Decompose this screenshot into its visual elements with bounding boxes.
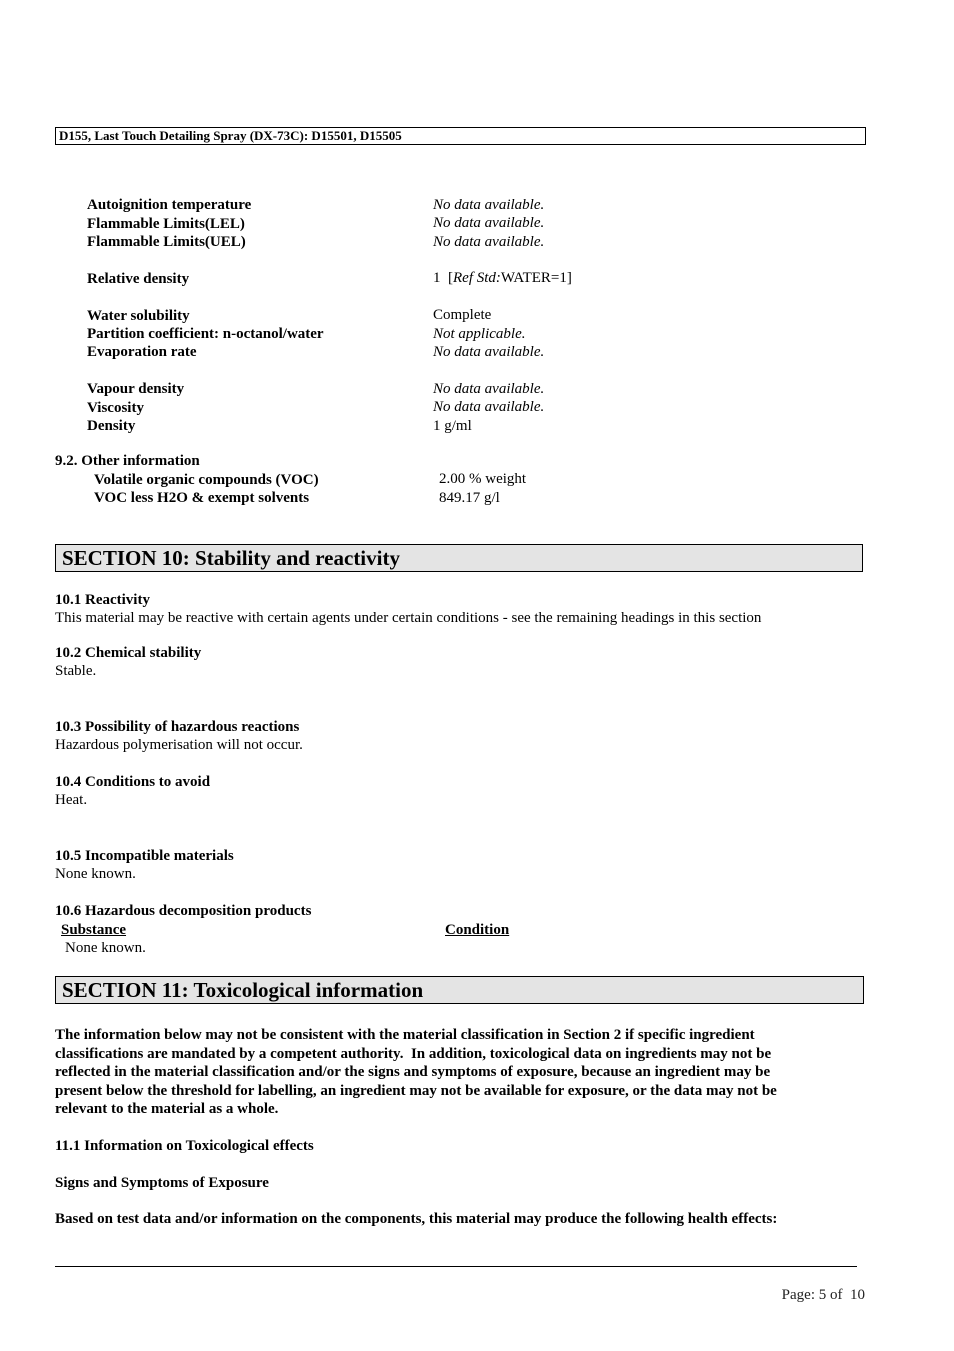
property-label-evaporation-rate: Evaporation rate bbox=[87, 344, 197, 360]
decomposition-col-substance: Substance bbox=[61, 922, 127, 938]
voc-label: Volatile organic compounds (VOC) bbox=[94, 472, 319, 488]
intro-line: relevant to the material as a whole. bbox=[55, 1101, 279, 1117]
property-value-vapour-density: No data available. bbox=[433, 381, 545, 397]
toxicology-intro-paragraph bbox=[55, 1026, 855, 1119]
incompatible-materials-heading: 10.5 Incompatible materials bbox=[55, 848, 234, 864]
toxicological-effects-heading: 11.1 Information on Toxicological effects bbox=[55, 1138, 314, 1154]
reactivity-text: This material may be reactive with certain agents under certain conditions - see the remaining headings in this section bbox=[55, 610, 762, 626]
property-value-uel: No data available. bbox=[433, 234, 545, 250]
conditions-to-avoid-heading: 10.4 Conditions to avoid bbox=[55, 774, 211, 790]
other-information-heading: 9.2. Other information bbox=[55, 453, 200, 469]
property-value-lel: No data available. bbox=[433, 215, 545, 231]
hazardous-reactions-text: Hazardous polymerisation will not occur. bbox=[55, 737, 303, 753]
footer-rule bbox=[55, 1266, 857, 1267]
chemical-stability-heading: 10.2 Chemical stability bbox=[55, 645, 202, 661]
section11-header-box bbox=[55, 976, 864, 1004]
voc-less-h2o-value: 849.17 g/l bbox=[439, 490, 500, 506]
health-effects-statement: Based on test data and/or information on the components, this material may produce the following health effects: bbox=[55, 1211, 778, 1227]
property-label-autoignition: Autoignition temperature bbox=[87, 197, 252, 213]
property-label-viscosity: Viscosity bbox=[87, 400, 144, 416]
property-value-water-solubility: Complete bbox=[433, 307, 492, 323]
property-value-autoignition: No data available. bbox=[433, 197, 545, 213]
property-label-vapour-density: Vapour density bbox=[87, 381, 185, 397]
intro-line: present below the threshold for labelling, an ingredient may not be available for exposure, or the data may not be bbox=[55, 1082, 777, 1099]
section10-title: SECTION 10: Stability and reactivity bbox=[62, 546, 400, 570]
conditions-to-avoid-text: Heat. bbox=[55, 792, 88, 808]
decomposition-row-text: None known. bbox=[65, 940, 146, 956]
hazardous-reactions-heading: 10.3 Possibility of hazardous reactions bbox=[55, 719, 300, 735]
chemical-stability-text: Stable. bbox=[55, 663, 97, 679]
incompatible-materials-text: None known. bbox=[55, 866, 136, 882]
decomposition-col-condition: Condition bbox=[445, 922, 510, 938]
section11-title: SECTION 11: Toxicological information bbox=[62, 978, 424, 1002]
property-value-viscosity: No data available. bbox=[433, 399, 545, 415]
relative-density-value: 1 [ bbox=[433, 270, 453, 286]
section10-header-box bbox=[55, 544, 863, 572]
property-label-uel: Flammable Limits(UEL) bbox=[87, 234, 246, 250]
decomposition-heading: 10.6 Hazardous decomposition products bbox=[55, 903, 312, 919]
reactivity-heading: 10.1 Reactivity bbox=[55, 592, 150, 608]
relative-density-ref-value: WATER=1] bbox=[500, 270, 572, 286]
page-number: Page: 5 of 10 bbox=[781, 1287, 865, 1303]
document-header-title: D155, Last Touch Detailing Spray (DX-73C): D15501, D15505 bbox=[59, 128, 402, 143]
intro-line: classifications are mandated by a competent authority. In addition, toxicological data on ingredients may not be bbox=[55, 1045, 772, 1062]
property-value-relative-density bbox=[433, 269, 572, 287]
property-value-density: 1 g/ml bbox=[433, 418, 472, 434]
property-label-relative-density: Relative density bbox=[87, 271, 190, 287]
voc-less-h2o-label: VOC less H2O & exempt solvents bbox=[94, 490, 310, 506]
property-label-water-solubility: Water solubility bbox=[87, 308, 190, 324]
intro-line: reflected in the material classification and/or the signs and symptoms of exposure, because an ingredient may be bbox=[55, 1064, 771, 1080]
intro-line: The information below may not be consistent with the material classification in Section 2 if specific ingredient bbox=[55, 1027, 755, 1043]
relative-density-ref-label: Ref Std: bbox=[453, 270, 501, 286]
property-label-partition-coefficient: Partition coefficient: n-octanol/water bbox=[87, 326, 324, 342]
property-label-density: Density bbox=[87, 418, 136, 434]
document-header-box bbox=[55, 127, 866, 145]
signs-symptoms-heading: Signs and Symptoms of Exposure bbox=[55, 1175, 269, 1191]
property-value-evaporation-rate: No data available. bbox=[433, 344, 545, 360]
property-value-partition-coefficient: Not applicable. bbox=[433, 326, 526, 342]
voc-value: 2.00 % weight bbox=[439, 471, 527, 487]
property-label-lel: Flammable Limits(LEL) bbox=[87, 216, 245, 232]
